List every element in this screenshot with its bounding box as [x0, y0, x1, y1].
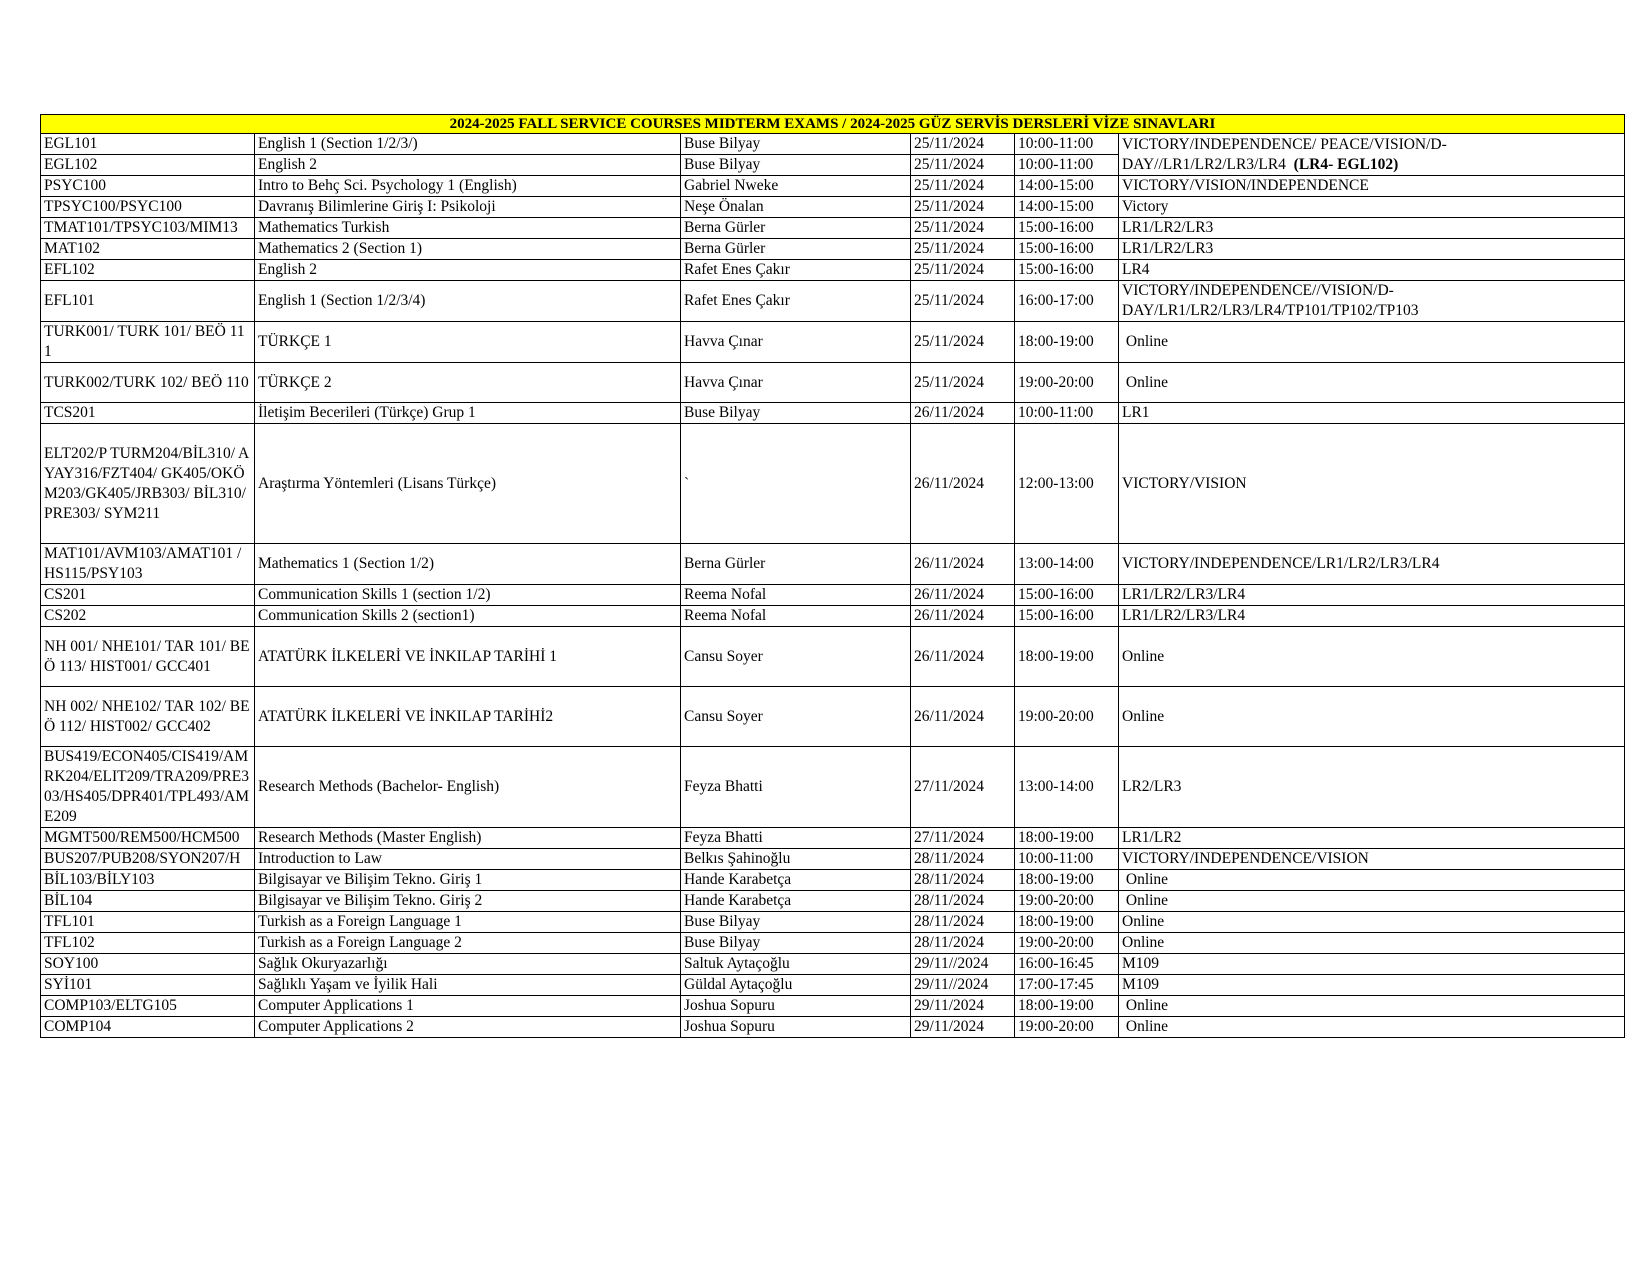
- course-code: TURK001/ TURK 101/ BEÖ 111: [41, 322, 255, 363]
- course-code: EGL101: [41, 134, 255, 155]
- course-name: Sağlıklı Yaşam ve İyilik Hali: [255, 975, 681, 996]
- exam-time: 13:00-14:00: [1015, 544, 1119, 585]
- exam-room: Online: [1119, 627, 1625, 687]
- course-name: ATATÜRK İLKELERİ VE İNKILAP TARİHİ 1: [255, 627, 681, 687]
- course-name: Turkish as a Foreign Language 2: [255, 933, 681, 954]
- course-name: Communication Skills 2 (section1): [255, 606, 681, 627]
- course-name: Bilgisayar ve Bilişim Tekno. Giriş 2: [255, 891, 681, 912]
- course-code: TURK002/TURK 102/ BEÖ 110: [41, 363, 255, 403]
- course-name: Mathematics 1 (Section 1/2): [255, 544, 681, 585]
- exam-room: Online: [1119, 1017, 1625, 1038]
- exam-date: 29/11//2024: [911, 954, 1015, 975]
- instructor: Berna Gürler: [681, 239, 911, 260]
- instructor: Reema Nofal: [681, 585, 911, 606]
- course-name: Mathematics 2 (Section 1): [255, 239, 681, 260]
- exam-time: 19:00-20:00: [1015, 363, 1119, 403]
- instructor: Berna Gürler: [681, 544, 911, 585]
- exam-date: 26/11/2024: [911, 544, 1015, 585]
- exam-date: 29/11//2024: [911, 975, 1015, 996]
- course-name: TÜRKÇE 1: [255, 322, 681, 363]
- instructor: Buse Bilyay: [681, 403, 911, 424]
- exam-room: LR1/LR2/LR3/LR4: [1119, 606, 1625, 627]
- course-code: MAT101/AVM103/AMAT101 /HS115/PSY103: [41, 544, 255, 585]
- exam-date: 26/11/2024: [911, 424, 1015, 544]
- exam-date: 25/11/2024: [911, 281, 1015, 322]
- exam-date: 29/11/2024: [911, 1017, 1015, 1038]
- instructor: Buse Bilyay: [681, 933, 911, 954]
- exam-date: 28/11/2024: [911, 891, 1015, 912]
- instructor: Buse Bilyay: [681, 912, 911, 933]
- exam-date: 26/11/2024: [911, 627, 1015, 687]
- instructor: Hande Karabetça: [681, 870, 911, 891]
- instructor: Buse Bilyay: [681, 155, 911, 176]
- exam-time: 12:00-13:00: [1015, 424, 1119, 544]
- table-row: [41, 424, 1625, 544]
- instructor: `: [681, 424, 911, 544]
- table-row: [41, 1017, 1625, 1038]
- exam-room: VICTORY/VISION/INDEPENDENCE: [1119, 176, 1625, 197]
- exam-room: LR1: [1119, 403, 1625, 424]
- instructor: Güldal Aytaçoğlu: [681, 975, 911, 996]
- course-code: TFL102: [41, 933, 255, 954]
- course-name: Computer Applications 2: [255, 1017, 681, 1038]
- exam-room: Online: [1119, 891, 1625, 912]
- course-name: Intro to Behç Sci. Psychology 1 (English): [255, 176, 681, 197]
- instructor: Belkıs Şahinoğlu: [681, 849, 911, 870]
- course-code: BİL104: [41, 891, 255, 912]
- course-code: SYİ101: [41, 975, 255, 996]
- table-row: [41, 585, 1625, 606]
- table-row: [41, 747, 1625, 828]
- exam-time: 14:00-15:00: [1015, 176, 1119, 197]
- course-name: Computer Applications 1: [255, 996, 681, 1017]
- course-code: TFL101: [41, 912, 255, 933]
- exam-room: Online: [1119, 912, 1625, 933]
- table-row: [41, 996, 1625, 1017]
- instructor: Cansu Soyer: [681, 627, 911, 687]
- exam-time: 16:00-16:45: [1015, 954, 1119, 975]
- exam-time: 18:00-19:00: [1015, 870, 1119, 891]
- exam-date: 26/11/2024: [911, 585, 1015, 606]
- table-row: [41, 849, 1625, 870]
- table-row: [41, 260, 1625, 281]
- exam-time: 19:00-20:00: [1015, 933, 1119, 954]
- exam-room: Online: [1119, 687, 1625, 747]
- course-name: Introduction to Law: [255, 849, 681, 870]
- exam-time: 17:00-17:45: [1015, 975, 1119, 996]
- instructor: Cansu Soyer: [681, 687, 911, 747]
- course-code: MAT102: [41, 239, 255, 260]
- course-name: İletişim Becerileri (Türkçe) Grup 1: [255, 403, 681, 424]
- exam-date: 25/11/2024: [911, 176, 1015, 197]
- course-name: Araştırma Yöntemleri (Lisans Türkçe): [255, 424, 681, 544]
- exam-room: M109: [1119, 975, 1625, 996]
- exam-date: 25/11/2024: [911, 260, 1015, 281]
- table-row: [41, 687, 1625, 747]
- course-code: COMP103/ELTG105: [41, 996, 255, 1017]
- table-row: [41, 975, 1625, 996]
- exam-date: 28/11/2024: [911, 933, 1015, 954]
- table-row: [41, 627, 1625, 687]
- exam-room: Online: [1119, 363, 1625, 403]
- course-name: TÜRKÇE 2: [255, 363, 681, 403]
- exam-room: Victory: [1119, 197, 1625, 218]
- exam-time: 18:00-19:00: [1015, 828, 1119, 849]
- instructor: Saltuk Aytaçoğlu: [681, 954, 911, 975]
- course-name: Research Methods (Master English): [255, 828, 681, 849]
- course-code: BUS419/ECON405/CIS419/AMRK204/ELIT209/TRA209/PRE303/HS405/DPR401/TPL493/AME209: [41, 747, 255, 828]
- exam-time: 13:00-14:00: [1015, 747, 1119, 828]
- exam-time: 19:00-20:00: [1015, 1017, 1119, 1038]
- exam-time: 10:00-11:00: [1015, 849, 1119, 870]
- exam-time: 19:00-20:00: [1015, 891, 1119, 912]
- course-name: ATATÜRK İLKELERİ VE İNKILAP TARİHİ2: [255, 687, 681, 747]
- table-row: [41, 912, 1625, 933]
- exam-date: 25/11/2024: [911, 197, 1015, 218]
- room-note: (LR4- EGL102): [1293, 155, 1399, 173]
- table-row: [41, 606, 1625, 627]
- exam-room: LR4: [1119, 260, 1625, 281]
- instructor: Gabriel Nweke: [681, 176, 911, 197]
- exam-room: LR1/LR2: [1119, 828, 1625, 849]
- exam-date: 26/11/2024: [911, 403, 1015, 424]
- course-name: Davranış Bilimlerine Giriş I: Psikoloji: [255, 197, 681, 218]
- course-code: MGMT500/REM500/HCM500: [41, 828, 255, 849]
- instructor: Neşe Önalan: [681, 197, 911, 218]
- exam-room: Online: [1119, 322, 1625, 363]
- exam-room: Online: [1119, 870, 1625, 891]
- course-name: English 2: [255, 155, 681, 176]
- exam-date: 26/11/2024: [911, 606, 1015, 627]
- exam-date: 26/11/2024: [911, 687, 1015, 747]
- instructor: Feyza Bhatti: [681, 828, 911, 849]
- instructor: Rafet Enes Çakır: [681, 281, 911, 322]
- course-name: Mathematics Turkish: [255, 218, 681, 239]
- table-row: [41, 322, 1625, 363]
- exam-date: 25/11/2024: [911, 134, 1015, 155]
- exam-room: Online: [1119, 933, 1625, 954]
- exam-time: 18:00-19:00: [1015, 322, 1119, 363]
- exam-room: M109: [1119, 954, 1625, 975]
- course-code: TPSYC100/PSYC100: [41, 197, 255, 218]
- table-row: [41, 134, 1625, 155]
- exam-date: 27/11/2024: [911, 828, 1015, 849]
- course-name: English 1 (Section 1/2/3/): [255, 134, 681, 155]
- exam-room: [1119, 134, 1625, 176]
- table-row: [41, 281, 1625, 322]
- course-code: EFL101: [41, 281, 255, 322]
- course-code: ELT202/P TURM204/BİL310/ AYAY316/FZT404/ GK405/OKÖM203/GK405/JRB303/ BİL310/PRE303/ SYM211: [41, 424, 255, 544]
- exam-time: 19:00-20:00: [1015, 687, 1119, 747]
- instructor: Rafet Enes Çakır: [681, 260, 911, 281]
- exam-date: 25/11/2024: [911, 239, 1015, 260]
- exam-time: 10:00-11:00: [1015, 403, 1119, 424]
- instructor: Havva Çınar: [681, 322, 911, 363]
- exam-room: VICTORY/VISION: [1119, 424, 1625, 544]
- instructor: Joshua Sopuru: [681, 996, 911, 1017]
- exam-room: VICTORY/INDEPENDENCE//VISION/D-DAY/LR1/LR2/LR3/LR4/TP101/TP102/TP103: [1119, 281, 1625, 322]
- exam-time: 18:00-19:00: [1015, 912, 1119, 933]
- course-name: Bilgisayar ve Bilişim Tekno. Giriş 1: [255, 870, 681, 891]
- exam-date: 28/11/2024: [911, 912, 1015, 933]
- course-code: TCS201: [41, 403, 255, 424]
- table-row: [41, 954, 1625, 975]
- exam-room: LR2/LR3: [1119, 747, 1625, 828]
- instructor: Berna Gürler: [681, 218, 911, 239]
- table-row: [41, 239, 1625, 260]
- course-name: Sağlık Okuryazarlığı: [255, 954, 681, 975]
- exam-date: 29/11/2024: [911, 996, 1015, 1017]
- exam-time: 10:00-11:00: [1015, 155, 1119, 176]
- course-code: EGL102: [41, 155, 255, 176]
- course-code: CS201: [41, 585, 255, 606]
- course-name: Turkish as a Foreign Language 1: [255, 912, 681, 933]
- schedule-title: 2024-2025 FALL SERVICE COURSES MIDTERM EXAMS / 2024-2025 GÜZ SERVİS DERSLERİ VİZE SINAVLARI: [41, 115, 1625, 134]
- exam-date: 25/11/2024: [911, 218, 1015, 239]
- instructor: Joshua Sopuru: [681, 1017, 911, 1038]
- course-code: NH 001/ NHE101/ TAR 101/ BEÖ 113/ HIST001/ GCC401: [41, 627, 255, 687]
- instructor: Hande Karabetça: [681, 891, 911, 912]
- exam-time: 16:00-17:00: [1015, 281, 1119, 322]
- exam-time: 15:00-16:00: [1015, 585, 1119, 606]
- course-code: COMP104: [41, 1017, 255, 1038]
- course-code: BUS207/PUB208/SYON207/H: [41, 849, 255, 870]
- exam-date: 28/11/2024: [911, 849, 1015, 870]
- instructor: Buse Bilyay: [681, 134, 911, 155]
- exam-room: LR1/LR2/LR3: [1119, 239, 1625, 260]
- course-code: PSYC100: [41, 176, 255, 197]
- exam-time: 15:00-16:00: [1015, 606, 1119, 627]
- course-name: English 2: [255, 260, 681, 281]
- course-code: SOY100: [41, 954, 255, 975]
- table-row: [41, 197, 1625, 218]
- exam-date: 28/11/2024: [911, 870, 1015, 891]
- table-row: [41, 403, 1625, 424]
- instructor: Feyza Bhatti: [681, 747, 911, 828]
- exam-date: 25/11/2024: [911, 155, 1015, 176]
- table-row: [41, 891, 1625, 912]
- exam-date: 25/11/2024: [911, 322, 1015, 363]
- exam-time: 15:00-16:00: [1015, 239, 1119, 260]
- table-row: [41, 363, 1625, 403]
- exam-room: Online: [1119, 996, 1625, 1017]
- course-code: BİL103/BİLY103: [41, 870, 255, 891]
- exam-room: VICTORY/INDEPENDENCE/VISION: [1119, 849, 1625, 870]
- course-name: Research Methods (Bachelor- English): [255, 747, 681, 828]
- table-row: [41, 176, 1625, 197]
- table-row: [41, 870, 1625, 891]
- table-row: [41, 218, 1625, 239]
- exam-time: 10:00-11:00: [1015, 134, 1119, 155]
- course-name: English 1 (Section 1/2/3/4): [255, 281, 681, 322]
- instructor: Havva Çınar: [681, 363, 911, 403]
- exam-date: 27/11/2024: [911, 747, 1015, 828]
- exam-time: 18:00-19:00: [1015, 627, 1119, 687]
- course-name: Communication Skills 1 (section 1/2): [255, 585, 681, 606]
- course-code: CS202: [41, 606, 255, 627]
- title-row: [41, 115, 1625, 134]
- exam-schedule-table: [40, 114, 1625, 1038]
- exam-time: 15:00-16:00: [1015, 218, 1119, 239]
- exam-time: 18:00-19:00: [1015, 996, 1119, 1017]
- exam-room: LR1/LR2/LR3: [1119, 218, 1625, 239]
- exam-time: 14:00-15:00: [1015, 197, 1119, 218]
- course-code: EFL102: [41, 260, 255, 281]
- instructor: Reema Nofal: [681, 606, 911, 627]
- exam-room: VICTORY/INDEPENDENCE/LR1/LR2/LR3/LR4: [1119, 544, 1625, 585]
- table-row: [41, 544, 1625, 585]
- exam-date: 25/11/2024: [911, 363, 1015, 403]
- exam-time: 15:00-16:00: [1015, 260, 1119, 281]
- table-row: [41, 933, 1625, 954]
- table-row: [41, 828, 1625, 849]
- exam-room: LR1/LR2/LR3/LR4: [1119, 585, 1625, 606]
- course-code: NH 002/ NHE102/ TAR 102/ BEÖ 112/ HIST002/ GCC402: [41, 687, 255, 747]
- room-list: VICTORY/INDEPENDENCE/ PEACE/VISION/D-DAY//LR1/LR2/LR3/LR4: [1122, 135, 1447, 173]
- course-code: TMAT101/TPSYC103/MIM13: [41, 218, 255, 239]
